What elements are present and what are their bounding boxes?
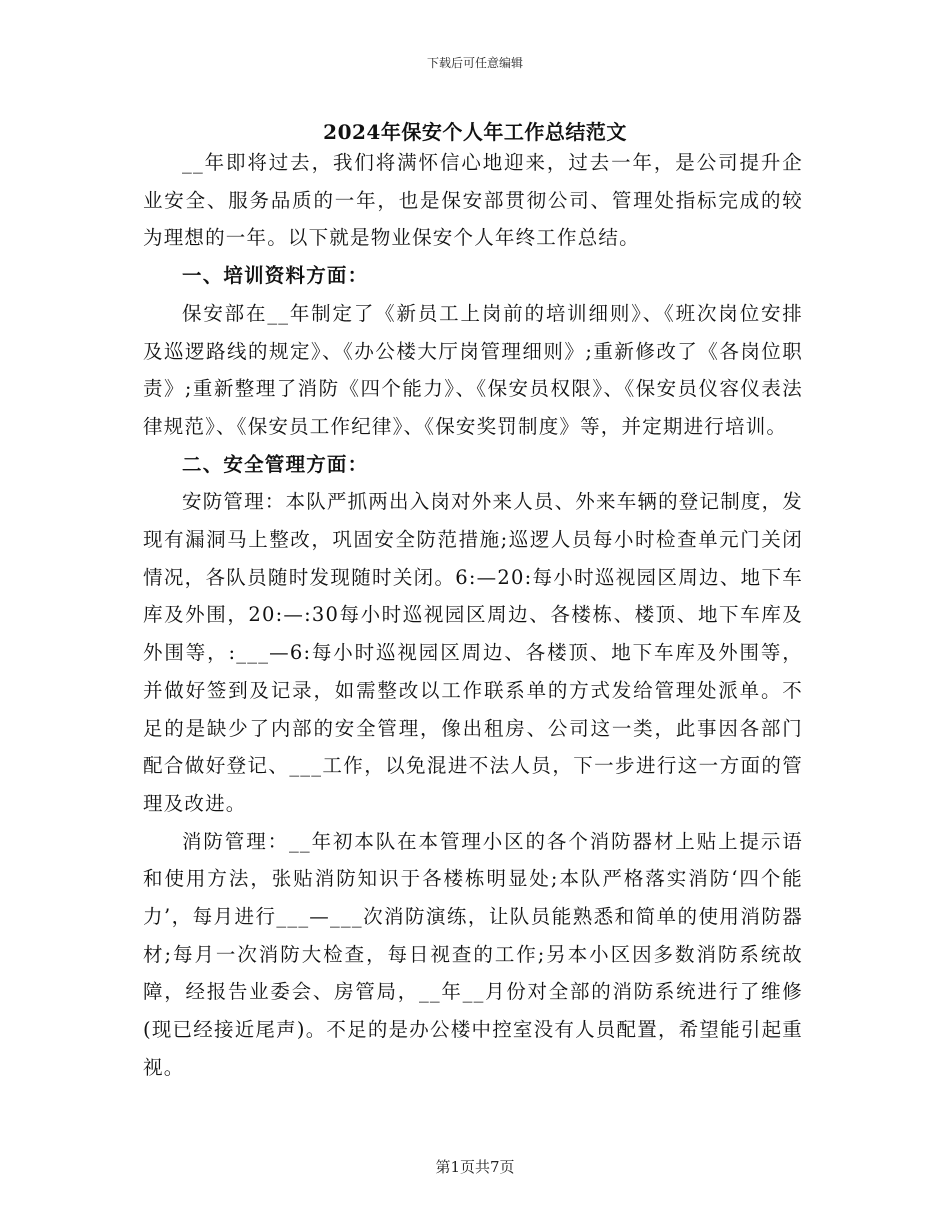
- section-heading-safety: 二、安全管理方面：: [182, 452, 369, 476]
- security-management-paragraph: 安防管理：本队严抓两出入岗对外来人员、外来车辆的登记制度，发现有漏洞马上整改，巩固安全防范措施;巡逻人员每小时检查单元门关闭情况，各队员随时发现随时关闭。6:—20:每小时巡视园区周边、地下车库及外围，20:—:30每小时巡视园区周边、各楼栋、楼顶、地下车库及外围等，:___—6:每小时巡视园区周边、各楼顶、地下车库及外围等，并做好签到及记录，如需整改以工作联系单的方式发给管理处派单。不足的是缺少了内部的安全管理，像出租房、公司这一类，此事因各部门配合做好登记、___工作，以免混进不法人员，下一步进行这一方面的管理及改进。: [143, 490, 804, 815]
- header-note: 下载后可任意编辑: [426, 56, 523, 70]
- intro-paragraph: __年即将过去，我们将满怀信心地迎来，过去一年，是公司提升企业安全、服务品质的一年，也是保安部贯彻公司、管理处指标完成的较为理想的一年。以下就是物业保安个人年终工作总结。: [143, 151, 803, 250]
- document-body: [143, 144, 803, 1087]
- page-footer: 第1页共7页: [435, 1158, 515, 1176]
- page-title: 2024年保安个人年工作总结范文: [323, 120, 627, 144]
- section-heading-training: 一、培训资料方面：: [182, 264, 369, 288]
- training-paragraph: 保安部在__年制定了《新员工上岗前的培训细则》、《班次岗位安排及巡逻路线的规定》、《办公楼大厅岗管理细则》;重新修改了《各岗位职责》;重新整理了消防《四个能力》、《保安员权限》、《保安员仪容仪表法律规范》、《保安员工作纪律》、《保安奖罚制度》等，并定期进行培训。: [143, 301, 803, 438]
- fire-management-paragraph: 消防管理：__年初本队在本管理小区的各个消防器材上贴上提示语和使用方法，张贴消防知识于各楼栋明显处;本队严格落实消防‘四个能力’，每月进行___—___次消防演练，让队员能熟悉和简单的使用消防器材;每月一次消防大检查，每日视查的工作;另本小区因多数消防系统故障，经报告业委会、房管局，__年__月份对全部的消防系统进行了维修(现已经接近尾声)。不足的是办公楼中控室没有人员配置，希望能引起重视。: [143, 829, 803, 1079]
